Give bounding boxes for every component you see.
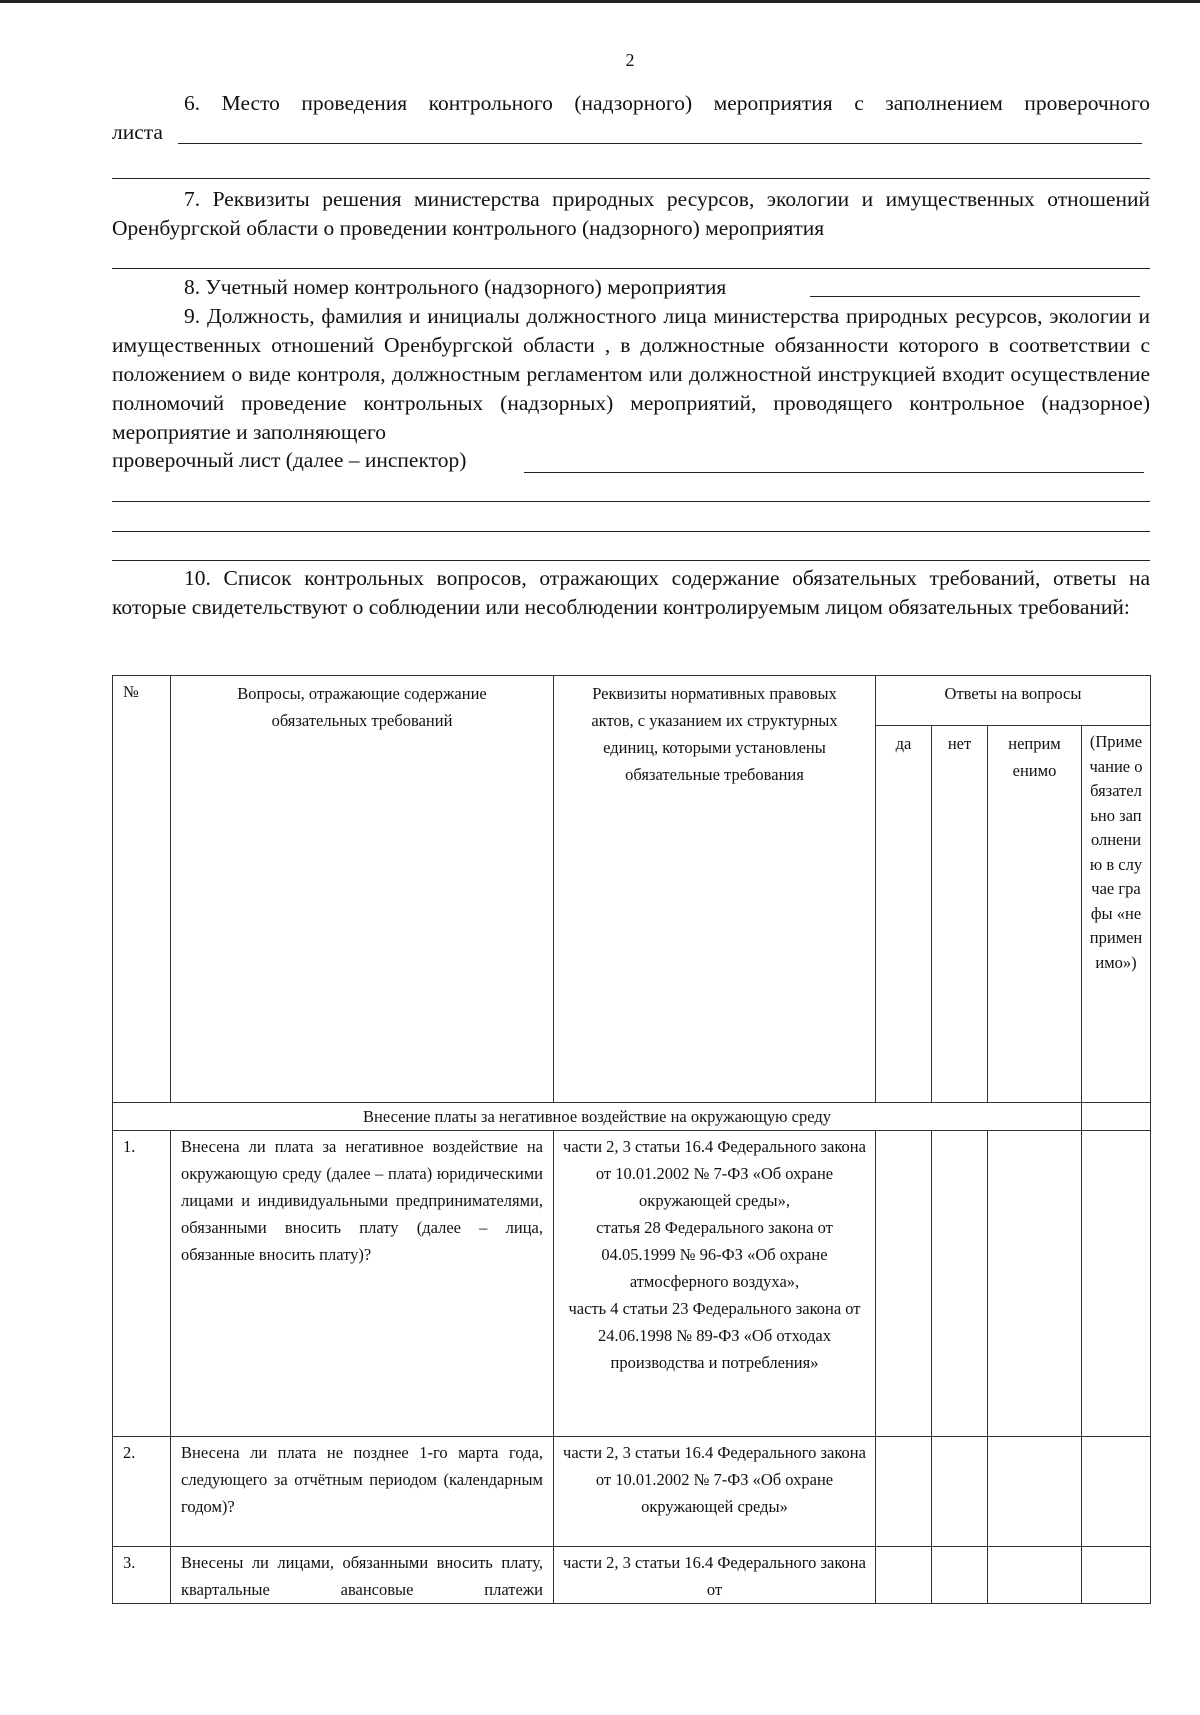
row-number: 2. xyxy=(113,1437,171,1547)
answer-na-cell[interactable] xyxy=(988,1131,1082,1437)
item-7-blank-line xyxy=(112,268,1150,269)
checklist-table xyxy=(112,675,1151,1604)
header-requisites: Реквизиты нормативных правовых актов, с указанием их структурных единиц, которыми установлены обязательные требования xyxy=(554,676,876,1103)
row-requisites xyxy=(554,1131,876,1437)
item-10-text: 10. Список контрольных вопросов, отражающих содержание обязательных требований, ответы на которые свидетельствуют о соблюдении или несоблюдении контролируемым лицом обязательных требований: xyxy=(112,566,1150,619)
answer-no-cell[interactable] xyxy=(932,1131,988,1437)
section-title: Внесение платы за негативное воздействие на окружающую среду xyxy=(113,1103,1082,1131)
answer-yes-cell[interactable] xyxy=(876,1131,932,1437)
row-question: Внесена ли плата за негативное воздействие на окружающую среду (далее – плата) юридическими лицами и индивидуальными предпринимателями, обязанными вносить плату (далее – лица, обязанные вносить плату)? xyxy=(171,1131,554,1437)
header-note: (Примечание обязательно заполнению в случае графы «неприменимо») xyxy=(1082,726,1151,1103)
row-requisites xyxy=(554,1547,876,1604)
requisite-ref: статья 28 Федерального закона от 04.05.1999 № 96-ФЗ «Об охране атмосферного воздуха», xyxy=(596,1218,833,1291)
requisite-ref: части 2, 3 статьи 16.4 Федерального закона от 10.01.2002 № 7-ФЗ «Об охране окружающей среды», xyxy=(563,1137,866,1210)
item-9-blank-line-3 xyxy=(112,560,1150,561)
row-requisites xyxy=(554,1437,876,1547)
item-6-label: листа xyxy=(112,120,163,144)
item-9-fill-line xyxy=(524,472,1144,473)
row-number: 3. xyxy=(113,1547,171,1604)
item-7-text: 7. Реквизиты решения министерства природных ресурсов, экологии и имущественных отношений Оренбургской области о проведении контрольного (надзорного) мероприятия xyxy=(112,187,1150,240)
header-answers: Ответы на вопросы xyxy=(876,676,1151,726)
header-no: нет xyxy=(932,726,988,1103)
header-questions: Вопросы, отражающие содержание обязательных требований xyxy=(171,676,554,1103)
answer-no-cell[interactable] xyxy=(932,1437,988,1547)
answer-no-cell[interactable] xyxy=(932,1547,988,1604)
header-yes: да xyxy=(876,726,932,1103)
answer-na-cell[interactable] xyxy=(988,1547,1082,1604)
item-9-blank-line-1 xyxy=(112,501,1150,502)
row-number: 1. xyxy=(113,1131,171,1437)
table-row xyxy=(113,1547,1151,1604)
row-question: Внесены ли лицами, обязанными вносить плату, квартальные авансовые платежи xyxy=(171,1547,554,1604)
table-row xyxy=(113,1437,1151,1547)
page-number: 2 xyxy=(625,50,635,70)
requisite-ref: часть 4 статьи 23 Федерального закона от 24.06.1998 № 89-ФЗ «Об отходах производства и потребления» xyxy=(568,1299,861,1372)
item-8-fill-line xyxy=(810,296,1140,297)
header-not-applicable: неприм енимо xyxy=(988,726,1082,1103)
table-row xyxy=(113,1131,1151,1437)
item-6-text: 6. Место проведения контрольного (надзорного) мероприятия с заполнением проверочного xyxy=(184,91,1150,115)
item-6-blank-line xyxy=(112,178,1150,179)
answer-note-cell[interactable] xyxy=(1082,1131,1151,1437)
answer-na-cell[interactable] xyxy=(988,1437,1082,1547)
item-9-blank-line-2 xyxy=(112,531,1150,532)
row-question: Внесена ли плата не позднее 1-го марта года, следующего за отчётным периодом (календарным годом)? xyxy=(171,1437,554,1547)
answer-yes-cell[interactable] xyxy=(876,1437,932,1547)
requisite-ref: части 2, 3 статьи 16.4 Федерального закона от 10.01.2002 № 7-ФЗ «Об охране окружающей среды» xyxy=(563,1443,866,1516)
item-9-text: 9. Должность, фамилия и инициалы должностного лица министерства природных ресурсов, экологии и имущественных отношений Оренбургской области , в должностные обязанности которого в соответствии с положением о виде контроля, должностным регламентом или должностной инструкцией входит осуществление полномочий проведение контрольных (надзорных) мероприятий, проводящего контрольное (надзорное) мероприятие и заполняющего xyxy=(112,304,1150,444)
answer-note-cell[interactable] xyxy=(1082,1547,1151,1604)
answer-yes-cell[interactable] xyxy=(876,1547,932,1604)
section-empty-cell xyxy=(1082,1103,1151,1131)
item-6-fill-line xyxy=(178,143,1142,144)
item-9-last-line: проверочный лист (далее – инспектор) xyxy=(112,448,467,472)
item-8-text: 8. Учетный номер контрольного (надзорного) мероприятия xyxy=(184,275,727,299)
top-border-line xyxy=(0,0,1200,3)
header-number: № xyxy=(113,676,171,1103)
answer-note-cell[interactable] xyxy=(1082,1437,1151,1547)
requisite-ref: части 2, 3 статьи 16.4 Федерального закона от xyxy=(563,1553,866,1599)
